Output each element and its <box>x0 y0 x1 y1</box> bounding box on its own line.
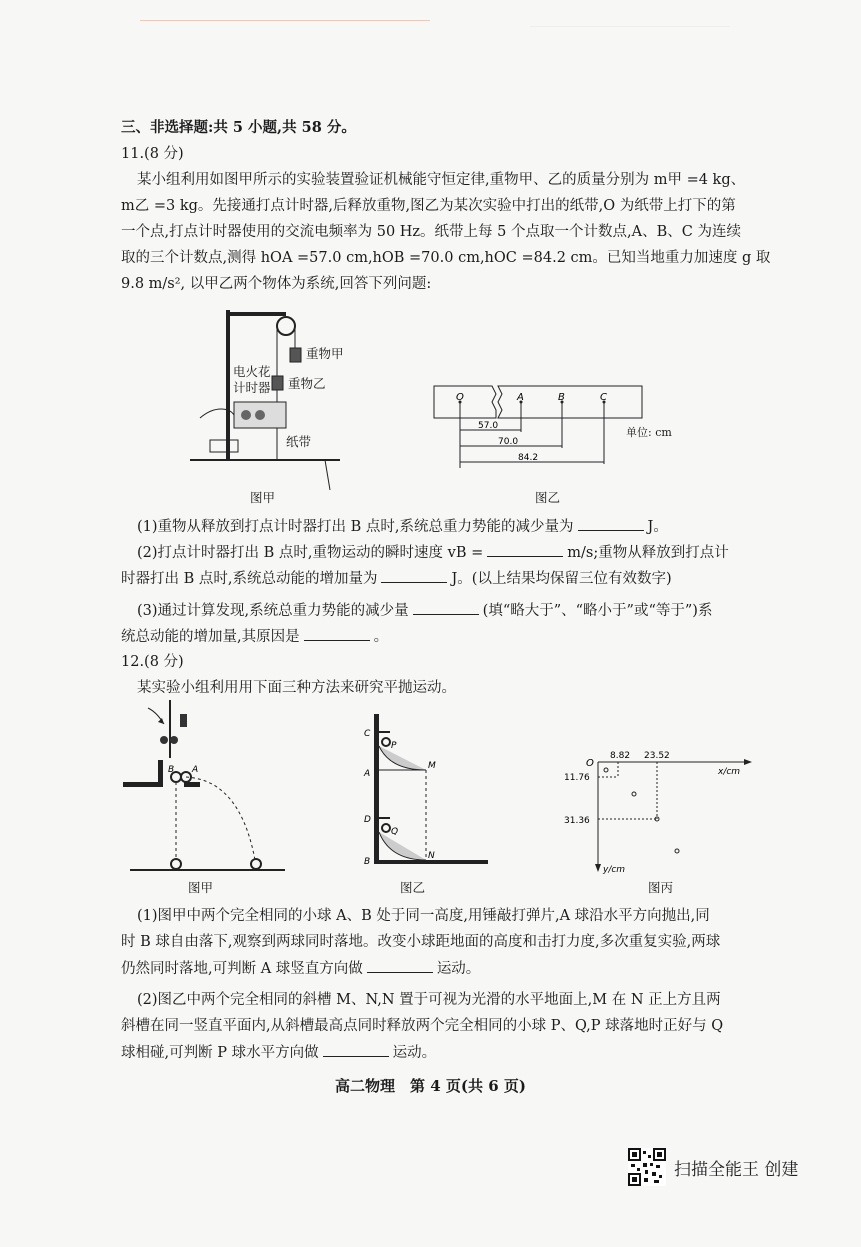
label-weight-jia: 重物甲 <box>306 346 344 361</box>
label-weight-yi: 重物乙 <box>288 376 326 391</box>
platform <box>123 782 159 787</box>
lbl-a: A <box>192 765 199 775</box>
lbl-q: Q <box>391 827 399 837</box>
point-b: B <box>558 392 565 403</box>
ball-landed <box>251 859 261 869</box>
q12-p1a: (1)图甲中两个完全相同的小球 A、B 处于同一高度,用锤敲打弹片,A 球沿水平方向抛出,同 <box>137 908 710 924</box>
stand-arm <box>226 312 286 316</box>
answer-blank[interactable] <box>304 626 370 641</box>
track-point <box>632 792 636 796</box>
y2-label: 31.36 <box>564 816 590 826</box>
a-path <box>186 777 255 860</box>
q11-p3b: 统总动能的增加量,其原因是 。 <box>121 626 388 647</box>
pulley-icon <box>277 317 295 335</box>
fig-yi-caption: 图乙 <box>535 490 561 505</box>
lbl-b: B <box>168 765 175 775</box>
q11-number: 11.(8 分) <box>121 146 184 162</box>
label-tape: 纸带 <box>286 434 312 449</box>
fig12-jia-caption: 图甲 <box>188 880 214 895</box>
fig12-yi-caption: 图乙 <box>400 880 426 895</box>
point-c: C <box>600 392 607 403</box>
fig12-bing-caption: 图丙 <box>648 880 674 895</box>
lbl-m: M <box>428 761 436 771</box>
scan-artifact-line <box>140 20 430 21</box>
page-footer: 高二物理 第 4 页(共 6 页) <box>335 1077 526 1095</box>
point-a: A <box>517 392 524 403</box>
q12-p2b: 斜槽在同一竖直平面内,从斜槽最高点同时释放两个完全相同的小球 P、Q,P 球落地时正好与 Q <box>121 1018 724 1034</box>
q11-figure-apparatus <box>190 300 340 500</box>
dim-57: 57.0 <box>478 421 499 431</box>
wall <box>374 714 379 864</box>
q11-p2b: 时器打出 B 点时,系统总动能的增加量为 J。(以上结果均保留三位有效数字) <box>121 568 672 589</box>
xaxis-label: x/cm <box>718 767 741 777</box>
timer-knob <box>241 410 251 420</box>
tape-unit: 单位: cm <box>626 426 672 439</box>
timer-knob <box>255 410 265 420</box>
y1-label: 11.76 <box>564 773 590 783</box>
answer-blank[interactable] <box>487 542 563 557</box>
q11-intro-line: 某小组利用如图甲所示的实验装置验证机械能守恒定律,重物甲、乙的质量分别为 m甲 =4 kg、 <box>137 172 746 188</box>
q12-intro: 某实验小组利用用下面三种方法来研究平抛运动。 <box>137 680 456 696</box>
q12-p2a: (2)图乙中两个完全相同的斜槽 M、N,N 置于可视为光滑的水平地面上,M 在 N 正上方且两 <box>137 992 721 1008</box>
yaxis-label: y/cm <box>603 865 626 874</box>
platform-post <box>158 760 163 787</box>
origin-label: O <box>586 758 594 769</box>
track-point <box>604 768 608 772</box>
lbl-c: C <box>364 729 371 739</box>
lbl-d: D <box>364 815 371 825</box>
q11-intro-line: 取的三个计数点,测得 hOA =57.0 cm,hOB =70.0 cm,hOC =84.2 cm。已知当地重力加速度 g 取 <box>121 250 771 266</box>
y-arrow <box>595 864 601 872</box>
fig-jia-caption: 图甲 <box>250 490 276 505</box>
answer-blank[interactable] <box>323 1042 389 1057</box>
q12-number: 12.(8 分) <box>121 654 184 670</box>
weight-yi <box>272 376 283 390</box>
section-heading: 三、非选择题:共 5 小题,共 58 分。 <box>121 119 356 136</box>
clamp-base <box>210 440 238 452</box>
stand-rod <box>226 310 230 460</box>
q11-intro-line: 9.8 m/s², 以甲乙两个物体为系统,回答下列问题: <box>121 276 432 292</box>
q12-figure-yi <box>360 710 490 870</box>
scan-artifact-line <box>530 26 730 27</box>
scanner-label: 扫描全能王 创建 <box>674 1159 799 1180</box>
ball-landed <box>171 859 181 869</box>
track-point <box>675 849 679 853</box>
scanner-watermark <box>628 1148 798 1186</box>
answer-blank[interactable] <box>367 958 433 973</box>
q12-figure-bing <box>556 744 776 874</box>
lbl-b: B <box>364 857 371 867</box>
tape-left <box>434 386 496 418</box>
ramp-m <box>379 746 426 770</box>
answer-blank[interactable] <box>381 568 447 583</box>
qr-code-icon <box>628 1148 666 1186</box>
q11-p3a: (3)通过计算发现,系统总重力势能的减少量 (填“略大于”、“略小于”或“等于”)系 <box>137 600 712 621</box>
lbl-p: P <box>391 741 397 751</box>
lbl-n: N <box>428 851 435 861</box>
dim-70: 70.0 <box>498 437 519 447</box>
answer-blank[interactable] <box>578 516 644 531</box>
hammer <box>180 714 187 727</box>
ball-p <box>382 738 390 746</box>
q12-p1c: 仍然同时落地,可判断 A 球竖直方向做 运动。 <box>121 958 480 979</box>
x-arrow <box>744 759 752 765</box>
q11-p2a: (2)打点计时器打出 B 点时,重物运动的瞬时速度 vB = m/s;重物从释放到打点计 <box>137 542 729 563</box>
weight-jia <box>290 348 301 362</box>
q11-intro-line: m乙 =3 kg。先接通打点计时器,后释放重物,图乙为某次实验中打出的纸带,O 为纸带上打下的第 <box>121 198 736 214</box>
ball <box>170 736 178 744</box>
q11-p1: (1)重物从释放到打点计时器打出 B 点时,系统总重力势能的减少量为 J。 <box>137 516 668 537</box>
q11-intro-line: 一个点,打点计时器使用的交流电频率为 50 Hz。纸带上每 5 个点取一个计数点,A、B、C 为连续 <box>121 224 741 240</box>
lbl-a: A <box>364 769 371 779</box>
x1-label: 8.82 <box>610 751 631 761</box>
ramp-n <box>379 832 426 860</box>
q11-figure-tape <box>432 382 652 472</box>
point-o: O <box>456 392 464 403</box>
q12-p2c: 球相碰,可判断 P 球水平方向做 运动。 <box>121 1042 436 1063</box>
label-timer-1: 电火花 <box>233 364 271 379</box>
q12-p1b: 时 B 球自由落下,观察到两球同时落地。改变小球距地面的高度和击打力度,多次重复实验,两球 <box>121 934 721 950</box>
x2-label: 23.52 <box>644 751 670 761</box>
ball <box>160 736 168 744</box>
dim-84: 84.2 <box>518 453 539 463</box>
answer-blank[interactable] <box>413 600 479 615</box>
ball-q <box>382 824 390 832</box>
q12-figure-jia <box>120 700 290 875</box>
label-timer-2: 计时器 <box>233 380 271 395</box>
table-leg <box>325 460 330 490</box>
